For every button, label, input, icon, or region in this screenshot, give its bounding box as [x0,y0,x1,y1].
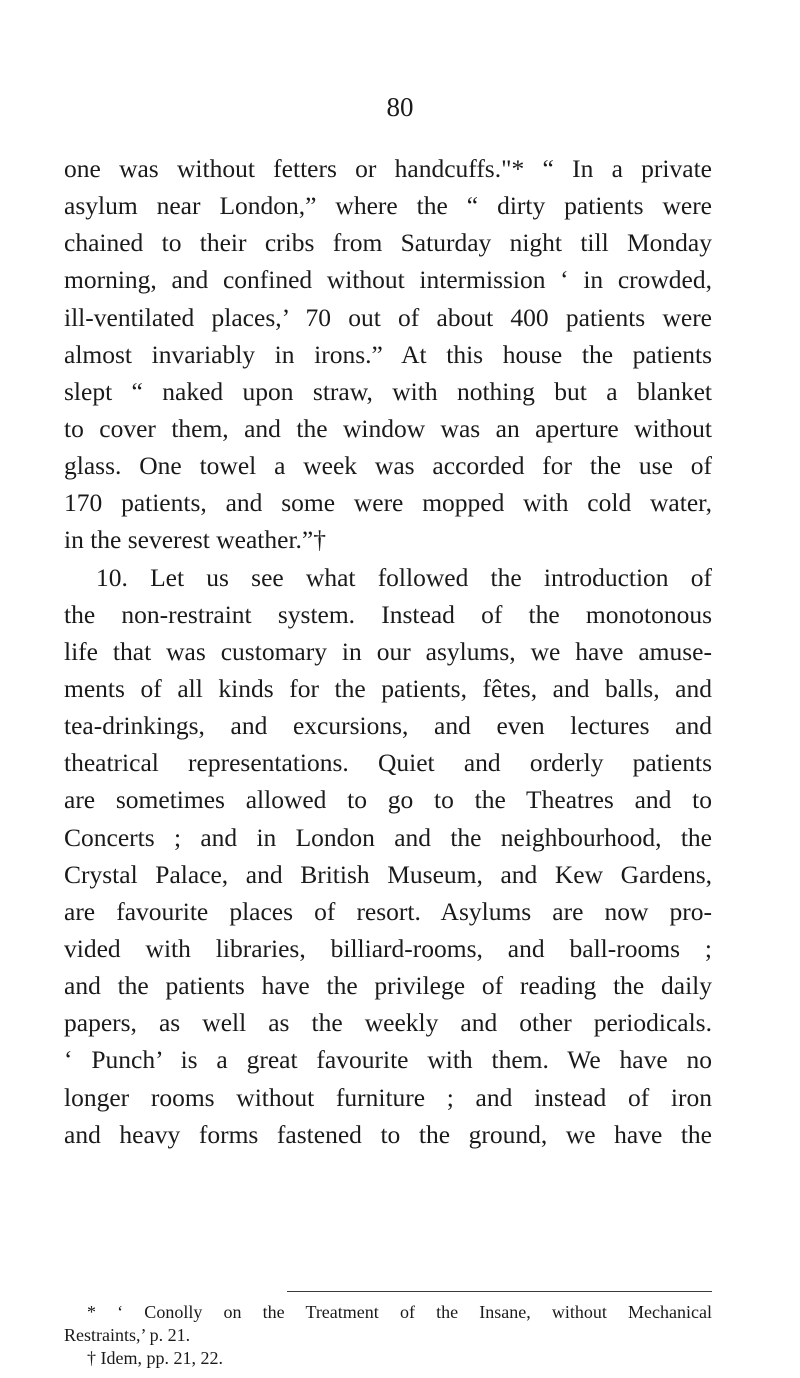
text-line: the non-restraint system. Instead of the monotonous [64,599,712,629]
text-line: longer rooms without furniture ; and instead of iron [64,1082,712,1112]
body-text [64,150,712,1153]
footnote-line: Restraints,’ p. 21. [64,1325,191,1345]
text-line: to cover them, and the window was an aperture without [64,413,712,443]
text-line: chained to their cribs from Saturday night till Monday [64,228,712,258]
text-line: are sometimes allowed to go to the Theatres and to [64,785,712,815]
text-line: glass. One towel a week was accorded for the use of [64,451,712,481]
text-line: ill-ventilated places,’ 70 out of about 400 patients were [64,302,712,332]
text-line: are favourite places of resort. Asylums are now pro- [64,896,712,926]
page-number: 80 [386,92,414,122]
text-line: asylum near London,” where the “ dirty patients were [64,191,712,221]
text-line: ments of all kinds for the patients, fêtes, and balls, and [64,673,712,703]
footnotes [64,1301,712,1370]
text-line: papers, as well as the weekly and other periodicals. [64,1008,712,1038]
text-line: almost invariably in irons.” At this house the patients [64,339,712,369]
paragraph-start-line: 10. Let us see what followed the introduction of [96,562,712,592]
text-line: 170 patients, and some were mopped with cold water, [64,488,712,518]
text-line: one was without fetters or handcuffs."* “ In a private [64,154,712,183]
text-line: and heavy forms fastened to the ground, we have the [64,1119,712,1149]
footnote-line: * ‘ Conolly on the Treatment of the Insane, without Mechanical [87,1302,712,1322]
text-line: slept “ naked upon straw, with nothing but a blanket [64,376,712,406]
text-line: vided with libraries, billiard-rooms, and ball-rooms ; [64,933,712,963]
text-line: life that was customary in our asylums, we have amuse- [64,636,712,666]
text-line: tea-drinkings, and excursions, and even lectures and [64,711,712,741]
footnote-line: † Idem, pp. 21, 22. [87,1348,223,1368]
footnote-divider [287,1291,712,1292]
text-line: theatrical representations. Quiet and orderly patients [64,748,712,778]
text-line: Concerts ; and in London and the neighbourhood, the [64,822,712,852]
text-line: Crystal Palace, and British Museum, and Kew Gardens, [64,859,712,889]
text-line: and the patients have the privilege of reading the daily [64,971,712,1001]
text-line: morning, and confined without intermission ‘ in crowded, [64,265,712,295]
text-line: in the severest weather.”† [64,525,326,555]
text-line: ‘ Punch’ is a great favourite with them. We have no [64,1045,712,1075]
